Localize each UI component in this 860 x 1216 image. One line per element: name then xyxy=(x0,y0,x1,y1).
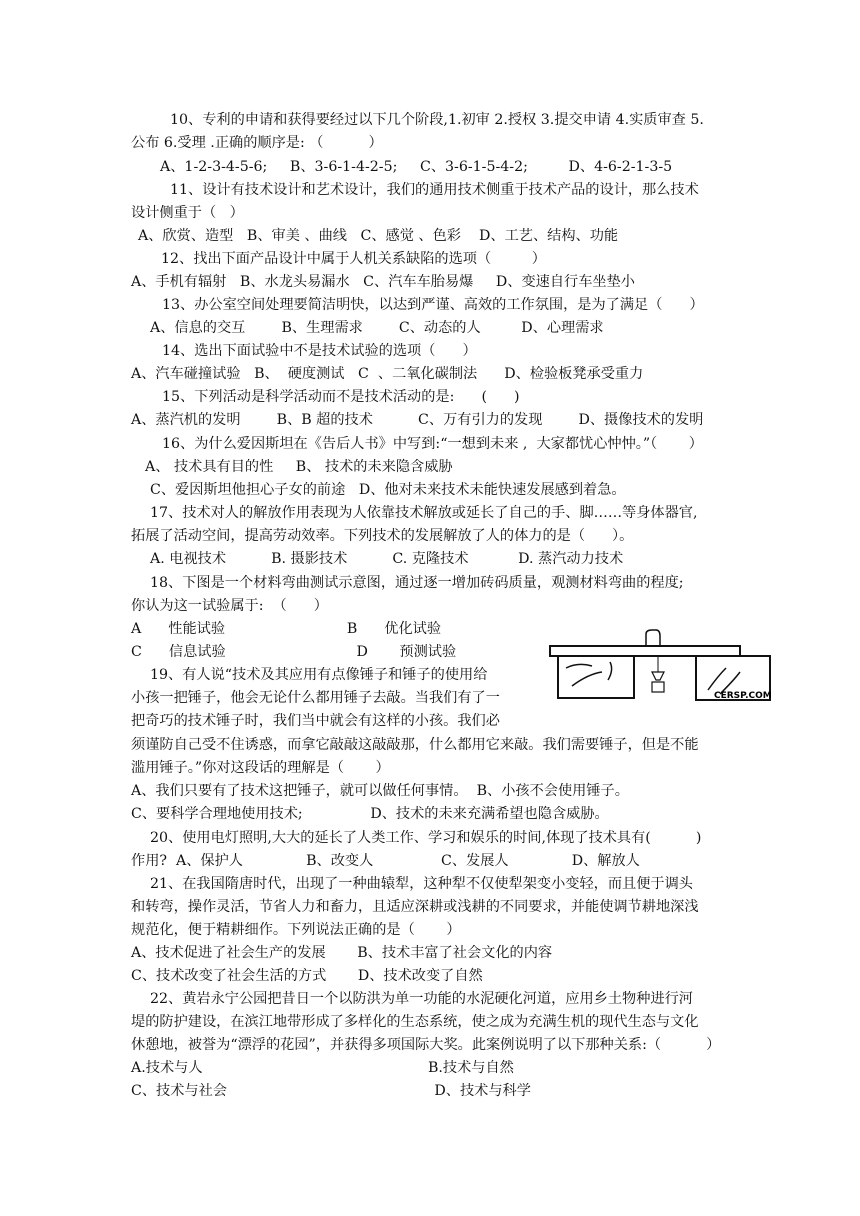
text-line: 20、使用电灯照明,大大的延长了人类工作、学习和娱乐的时间,体现了技术具有( ) xyxy=(150,830,702,846)
text-line: A 性能试验 B 优化试验 xyxy=(131,621,442,637)
text-line: A、欣赏、造型 B、审美 、曲线 C、感觉 、色彩 D、工艺、结构、功能 xyxy=(138,228,619,244)
text-line: C 信息试验 D 预测试验 xyxy=(131,644,457,660)
text-line: 15、下列活动是科学活动而不是技术活动的是: ( ) xyxy=(162,389,520,405)
text-line: 作用? A、保护人 B、改变人 C、发展人 D、解放人 xyxy=(131,853,640,869)
text-line: 设计侧重于（ ） xyxy=(131,205,244,221)
text-line: A、我们只要有了技术这把锤子，就可以做任何事情。 B、小孩不会使用锤子。 xyxy=(131,783,629,799)
text-line: C、技术改变了社会生活的方式 D、技术改变了自然 xyxy=(131,968,483,984)
text-line: A、 技术具有目的性 B、 技术的未来隐含威胁 xyxy=(145,459,453,475)
text-line: A. 电视技术 B. 摄影技术 C. 克隆技术 D. 蒸汽动力技术 xyxy=(150,551,624,567)
text-line: 16、为什么爱因斯坦在《告后人书》中写到:“一想到未来 , 大家都忧心忡忡。”（ ） xyxy=(162,436,703,452)
text-line: A、信息的交互 B、生理需求 C、动态的人 D、心理需求 xyxy=(150,320,604,336)
text-line: 19、有人说“技术及其应用有点像锤子和锤子的使用给 xyxy=(150,667,488,683)
text-line: 须谨防自己受不住诱惑，而拿它敲敲这敲敲那，什么都用它来敲。我们需要锤子，但是不能 xyxy=(131,737,699,753)
text-line: 休憩地，被誉为“漂浮的花园”，并获得多项国际大奖。此案例说明了以下那种关系:（ ） xyxy=(131,1037,721,1053)
text-line: A.技术与人 B.技术与自然 xyxy=(131,1060,514,1076)
bending-test-diagram xyxy=(548,628,784,706)
text-line: 22、黄岩永宁公园把昔日一个以防洪为单一功能的水泥硬化河道，应用乡土物种进行河 xyxy=(150,991,693,1007)
watermark-text: CERSP.COM xyxy=(714,691,772,701)
text-line: 18、下图是一个材料弯曲测试示意图，通过逐一增加砖码质量，观测材料弯曲的程度; xyxy=(150,575,684,591)
text-line: A、手机有辐射 B、水龙头易漏水 C、汽车车胎易爆 D、变速自行车坐垫小 xyxy=(131,274,635,290)
text-line: 拓展了活动空间，提高劳动效率。下列技术的发展解放了人的体力的是（ ）。 xyxy=(131,528,634,544)
text-line: A、1-2-3-4-5-6; B、3-6-1-4-2-5; C、3-6-1-5-4-2; D、4-6-2-1-3-5 xyxy=(160,159,673,175)
text-line: 堤的防护建设，在滨江地带形成了多样化的生态系统，使之成为充满生机的现代生态与文化 xyxy=(131,1014,699,1030)
text-line: 13、办公室空间处理要简洁明快，以达到严谨、高效的工作氛围，是为了满足（ ） xyxy=(162,297,704,313)
text-line: 滥用锤子。”你对这段话的理解是（ ） xyxy=(131,760,390,776)
text-line: A、汽车碰撞试验 B、 硬度测试 C 、二氧化碳制法 D、检验板凳承受重力 xyxy=(131,366,644,382)
text-line: 17、技术对人的解放作用表现为人依靠技术解放或延长了自己的手、脚……等身体器官, xyxy=(150,505,698,521)
text-line: C、要科学合理地使用技术; D、技术的未来充满希望也隐含威胁。 xyxy=(131,806,609,822)
text-line: 公布 6.受理 .正确的顺序是: （ ） xyxy=(131,135,383,151)
text-line: 11、设计有技术设计和艺术设计，我们的通用技术侧重于技术产品的设计，那么技术 xyxy=(170,182,699,198)
text-line: 规范化，便于精耕细作。下列说法正确的是（ ） xyxy=(131,922,461,938)
text-line: C、技术与社会 D、技术与科学 xyxy=(131,1083,531,1099)
text-line: 10、专利的申请和获得要经过以下几个阶段,1.初审 2.授权 3.提交申请 4.实质审查 5. xyxy=(170,112,704,128)
text-line: 14、选出下面试验中不是技术试验的选项（ ） xyxy=(162,343,477,359)
text-line: A、技术促进了社会生产的发展 B、技术丰富了社会文化的内容 xyxy=(131,945,553,961)
text-line: 你认为这一试验属于: （ ） xyxy=(131,598,328,614)
text-line: A、蒸汽机的发明 B、B 超的技术 C、万有引力的发现 D、摄像技术的发明 xyxy=(131,412,704,428)
text-line: 小孩一把锤子，他会无论什么都用锤子去敲。当我们有了一 xyxy=(131,690,500,706)
text-line: 和转弯，操作灵活，节省人力和畜力，且适应深耕或浅耕的不同要求，并能使调节耕地深浅 xyxy=(131,899,699,915)
text-line: C、爱因斯坦他担心子女的前途 D、他对未来技术未能快速发展感到着急。 xyxy=(150,482,626,498)
text-line: 把奇巧的技术锤子时，我们当中就会有这样的小孩。我们必 xyxy=(131,713,500,729)
text-line: 12、找出下面产品设计中属于人机关系缺陷的选项（ ） xyxy=(161,251,546,267)
text-line: 21、在我国隋唐时代，出现了一种曲辕犁，这种犁不仅使犁架变小变轻，而且便于调头 xyxy=(150,876,693,892)
